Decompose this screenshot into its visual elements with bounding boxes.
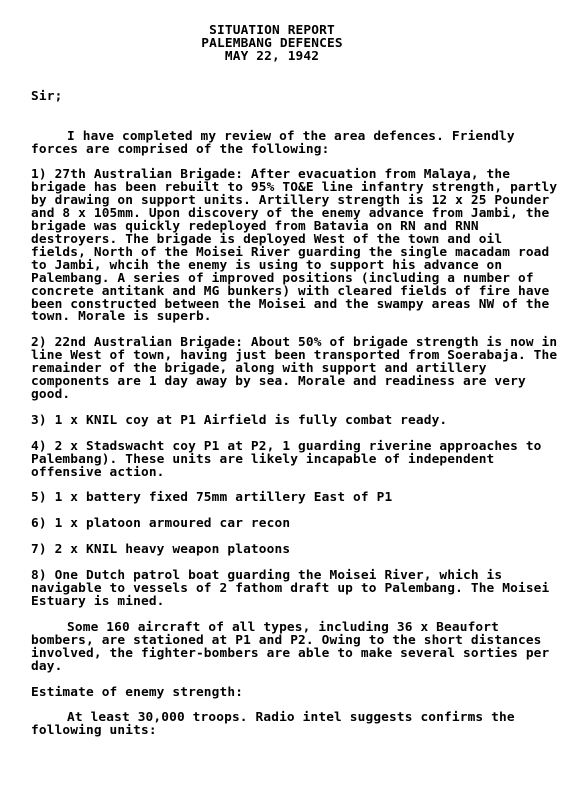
force-item-2: 2) 22nd Australian Brigade: About 50% of brigade strength is now in line West of town, having just been transported from Soerabaja. The remainder of the brigade, along with support and artillery components are 1 day away by sea. Morale and readiness are very good. [31,335,558,402]
force-item-5: 5) 1 x battery fixed 75mm artillery East of P1 [31,490,393,506]
force-item-8: 8) One Dutch patrol boat guarding the Moisei River, which is navigable to vessels of 2 fathom draft up to Palembang. The Moisei Estuary is mined. [31,568,550,609]
aircraft-paragraph: Some 160 aircraft of all types, including 36 x Beaufort bombers, are stationed at P1 and P2. Owing to the short distances involved, the fighter-bombers are able to make several sorties per day. [31,619,550,674]
report-date: MAY 22, 1942 [224,48,320,64]
report-header [31,25,513,64]
situation-report-document [31,25,561,738]
force-item-4: 4) 2 x Stadswacht coy P1 at P2, 1 guarding riverine approaches to Palembang). These units are likely incapable of independent offensive action. [31,438,542,480]
enemy-estimate-paragraph: At least 30,000 troops. Radio intel suggests confirms the following units: [31,710,515,739]
intro-paragraph: I have completed my review of the area defences. Friendly forces are comprised of the following: [31,128,515,157]
report-subtitle: PALEMBANG DEFENCES [201,35,343,51]
force-item-6: 6) 1 x platoon armoured car recon [31,516,291,532]
report-title: SITUATION REPORT [209,23,335,38]
force-item-1: 1) 27th Australian Brigade: After evacuation from Malaya, the brigade has been rebuilt to 95% TO&E line infantry strength, partly by drawing on support units. Artillery strength is 12 x 25 Pounder and 8 x 105mm. Upon discovery of the enemy advance from Jambi, the brigade was quickly redeployed from Batavia on RN and RNN destroyers. The brigade is deployed West of the town and oil fields, North of the Moisei River guarding the single macadam road to Jambi, whcih the enemy is using to support his advance on Palembang. A series of improved positions (including a number of concrete antitank and MG bunkers) with cleared fields of fire have been constructed between the Moisei and the swampy areas NW of the town. Morale is superb. [31,167,558,325]
force-item-7: 7) 2 x KNIL heavy weapon platoons [31,542,291,558]
enemy-estimate-heading: Estimate of enemy strength: [31,684,244,700]
salutation: Sir; [31,88,63,104]
force-item-3: 3) 1 x KNIL coy at P1 Airfield is fully combat ready. [31,412,448,428]
